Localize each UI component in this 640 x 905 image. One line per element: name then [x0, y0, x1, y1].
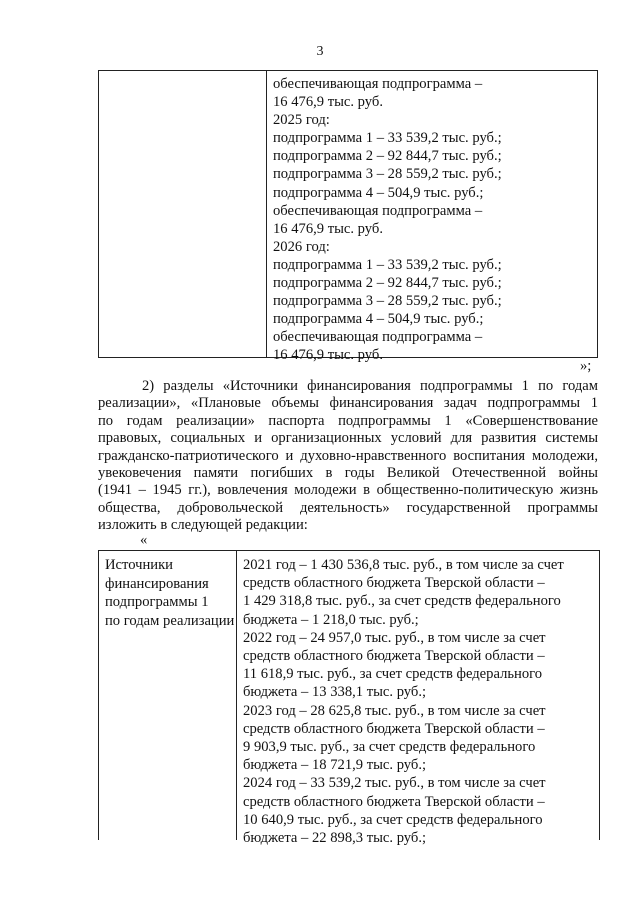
text-line: подпрограмма 1 – 33 539,2 тыс. руб.; [273, 130, 502, 147]
text-line: обеспечивающая подпрограмма – [273, 202, 483, 219]
text-line: подпрограмма 4 – 504,9 тыс. руб.; [273, 311, 484, 328]
text-line: бюджета – 22 898,3 тыс. руб.; [243, 830, 427, 847]
table-column-divider [266, 71, 267, 357]
text-line: общества, добровольческой деятельность» государственной программы [98, 499, 598, 516]
text-line: подпрограмма 3 – 28 559,2 тыс. руб.; [273, 293, 502, 310]
text-line: 9 903,9 тыс. руб., за счет средств федерального [243, 739, 536, 756]
text-line: подпрограмма 2 – 92 844,7 тыс. руб.; [273, 275, 502, 292]
text-line: 2024 год – 33 539,2 тыс. руб., в том числе за счет [243, 775, 546, 792]
funding-cell [273, 75, 593, 365]
text-line: подпрограмма 4 – 504,9 тыс. руб.; [273, 184, 484, 201]
text-line: 2022 год – 24 957,0 тыс. руб., в том числе за счет [243, 629, 546, 646]
closing-quote: »; [580, 358, 592, 374]
text-line: 2025 год: [273, 112, 330, 129]
text-line: финансирования [105, 575, 209, 592]
text-line: подпрограмма 2 – 92 844,7 тыс. руб.; [273, 148, 502, 165]
text-line: обеспечивающая подпрограмма – [273, 329, 483, 346]
text-line: бюджета – 1 218,0 тыс. руб.; [243, 611, 419, 628]
text-line: по годам реализации [105, 612, 235, 629]
text-line: подпрограммы 1 [105, 594, 209, 611]
funding-table-continued [98, 70, 598, 364]
text-line: реализации», «Плановые объемы финансирования задач подпрограммы 1 [98, 395, 598, 412]
opening-quote: « [140, 532, 148, 548]
text-line: 2) разделы «Источники финансирования подпрограммы 1 по годам [142, 378, 598, 394]
text-line: увековечения памяти погибших в годы Великой Отечественной войны [98, 465, 598, 482]
amendment-paragraph [98, 378, 598, 535]
text-line: изложить в следующей редакции: [98, 517, 308, 534]
text-line: 2026 год: [273, 238, 330, 255]
text-line: 16 476,9 тыс. руб. [273, 94, 383, 111]
text-line: Источники [105, 557, 173, 573]
text-line: 10 640,9 тыс. руб., за счет средств федерального [243, 811, 543, 828]
text-line: обеспечивающая подпрограмма – [273, 76, 483, 92]
page-number: 3 [316, 44, 324, 59]
text-line: бюджета – 18 721,9 тыс. руб.; [243, 757, 427, 774]
text-line: бюджета – 13 338,1 тыс. руб.; [243, 684, 427, 701]
text-line: 2023 год – 28 625,8 тыс. руб., в том числе за счет [243, 702, 546, 719]
sources-value-cell [243, 556, 595, 847]
text-line: 16 476,9 тыс. руб. [273, 220, 383, 237]
text-line: (1941 – 1945 гг.), вовлечения молодежи в общественно-политическую жизнь [98, 482, 598, 499]
text-line: 16 476,9 тыс. руб. [273, 347, 383, 364]
text-line: средств областного бюджета Тверской области – [243, 648, 545, 665]
sources-table [98, 550, 600, 847]
text-line: по годам реализации» паспорта подпрограммы 1 «Совершенствование [98, 412, 598, 429]
text-line: подпрограмма 3 – 28 559,2 тыс. руб.; [273, 166, 502, 183]
text-line: средств областного бюджета Тверской области – [243, 793, 545, 810]
text-line: средств областного бюджета Тверской области – [243, 575, 545, 592]
text-line: подпрограмма 1 – 33 539,2 тыс. руб.; [273, 256, 502, 273]
text-line: средств областного бюджета Тверской области – [243, 720, 545, 737]
row-header-cell [105, 556, 235, 630]
table-column-divider [236, 551, 237, 840]
text-line: 1 429 318,8 тыс. руб., за счет средств федерального [243, 593, 561, 610]
text-line: 2021 год – 1 430 536,8 тыс. руб., в том числе за счет [243, 557, 564, 573]
text-line: 11 618,9 тыс. руб., за счет средств федерального [243, 666, 543, 683]
text-line: гражданско-патриотического и духовно-нравственного воспитания молодежи, [98, 447, 598, 464]
text-line: правовых, социальных и организационных условий для развития системы [98, 430, 598, 447]
